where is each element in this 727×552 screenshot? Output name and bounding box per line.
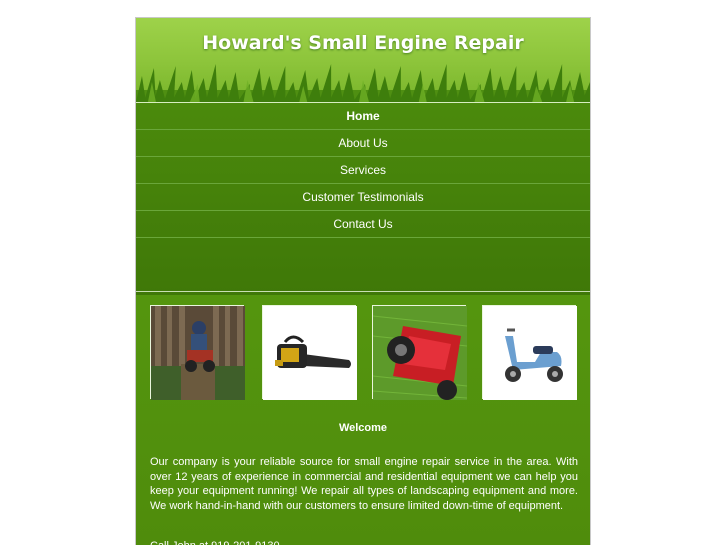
contact-phone-line: Call John at 919-201-9130	[150, 540, 280, 552]
chainsaw-photo	[262, 305, 356, 399]
nav-item-home[interactable]: Home	[136, 103, 590, 130]
welcome-heading: Welcome	[338, 422, 388, 434]
header-banner	[136, 18, 590, 102]
nav-item-customer-testimonials[interactable]: Customer Testimonials	[136, 184, 590, 211]
site-container	[135, 17, 591, 552]
lawnmower-photo	[372, 305, 466, 399]
nav-item-about-us[interactable]: About Us	[136, 130, 590, 157]
nav-item-services[interactable]: Services	[136, 157, 590, 184]
intro-paragraph: Our company is your reliable source for small engine repair service in the area. With over 12 years of experience in commercial and residential equipment we can help you keep your equipment running! We repair all types of landscaping equipment and more. We work hand-in-hand with our customers to ensure limited down-time of equipment.	[150, 456, 578, 512]
photo-gallery	[150, 305, 578, 401]
nav-spacer	[136, 238, 590, 292]
main-navigation	[136, 102, 590, 295]
site-title: Howard's Small Engine Repair	[202, 32, 524, 54]
tiller-photo	[150, 305, 244, 399]
scooter-photo	[482, 305, 576, 399]
grass-banner-image	[136, 62, 590, 102]
nav-item-contact-us[interactable]: Contact Us	[136, 211, 590, 238]
